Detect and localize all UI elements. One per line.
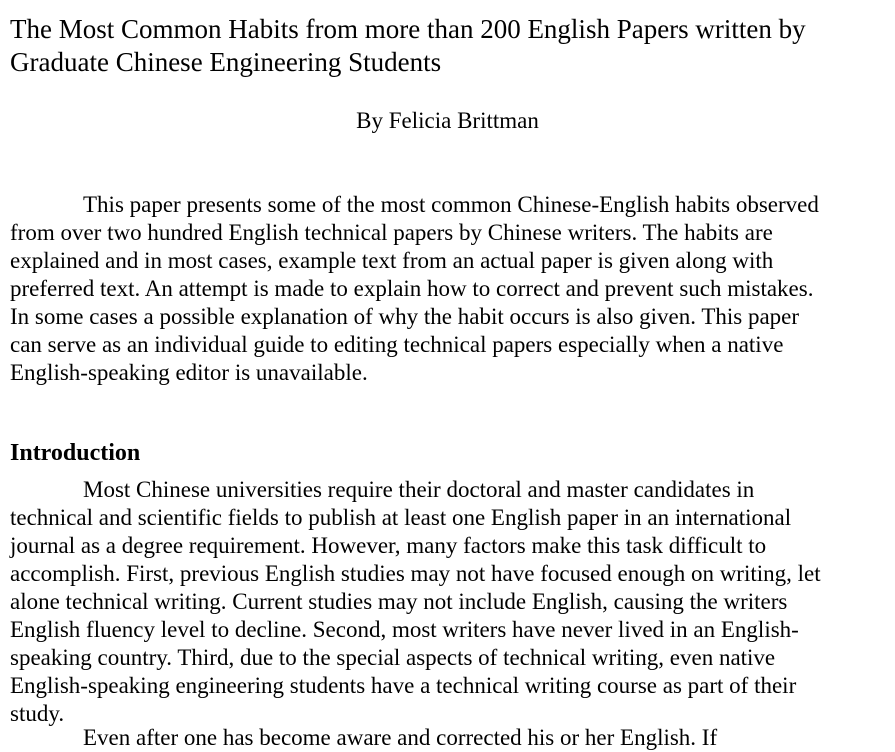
abstract-line: from over two hundred English technical papers by Chinese writers. The habits are bbox=[10, 220, 773, 245]
cut-off-paragraph bbox=[10, 724, 872, 752]
title-line: The Most Common Habits from more than 200 English Papers written by bbox=[10, 14, 806, 44]
body-line: English-speaking engineering students have a technical writing course as part of their bbox=[10, 673, 797, 698]
body-line: alone technical writing. Current studies may not include English, causing the writers bbox=[10, 589, 788, 614]
abstract-line: This paper presents some of the most common Chinese-English habits observed bbox=[83, 192, 819, 217]
abstract-line: explained and in most cases, example text from an actual paper is given along with bbox=[10, 248, 774, 273]
body-line: study. bbox=[10, 701, 65, 726]
paper-title bbox=[10, 13, 870, 79]
abstract-paragraph bbox=[10, 191, 868, 387]
body-line: Even after one has become aware and corrected his or her English. If bbox=[83, 725, 718, 750]
introduction-paragraph bbox=[10, 476, 872, 728]
title-line: Graduate Chinese Engineering Students bbox=[10, 47, 442, 77]
abstract-line: preferred text. An attempt is made to explain how to correct and prevent such mistakes. bbox=[10, 276, 814, 301]
body-line: journal as a degree requirement. However, many factors make this task difficult to bbox=[10, 533, 767, 558]
abstract-line: can serve as an individual guide to editing technical papers especially when a native bbox=[10, 332, 784, 357]
body-line: English fluency level to decline. Second, most writers have never lived in an English- bbox=[10, 617, 799, 642]
author-byline: By Felicia Brittman bbox=[356, 108, 539, 133]
body-line: technical and scientific fields to publish at least one English paper in an international bbox=[10, 505, 792, 530]
abstract-line: English-speaking editor is unavailable. bbox=[10, 360, 368, 385]
body-line: Most Chinese universities require their doctoral and master candidates in bbox=[83, 477, 755, 502]
body-line: speaking country. Third, due to the special aspects of technical writing, even native bbox=[10, 645, 776, 670]
body-line: accomplish. First, previous English studies may not have focused enough on writing, let bbox=[10, 561, 821, 586]
section-heading-introduction: Introduction bbox=[10, 440, 141, 466]
abstract-line: In some cases a possible explanation of why the habit occurs is also given. This paper bbox=[10, 304, 800, 329]
